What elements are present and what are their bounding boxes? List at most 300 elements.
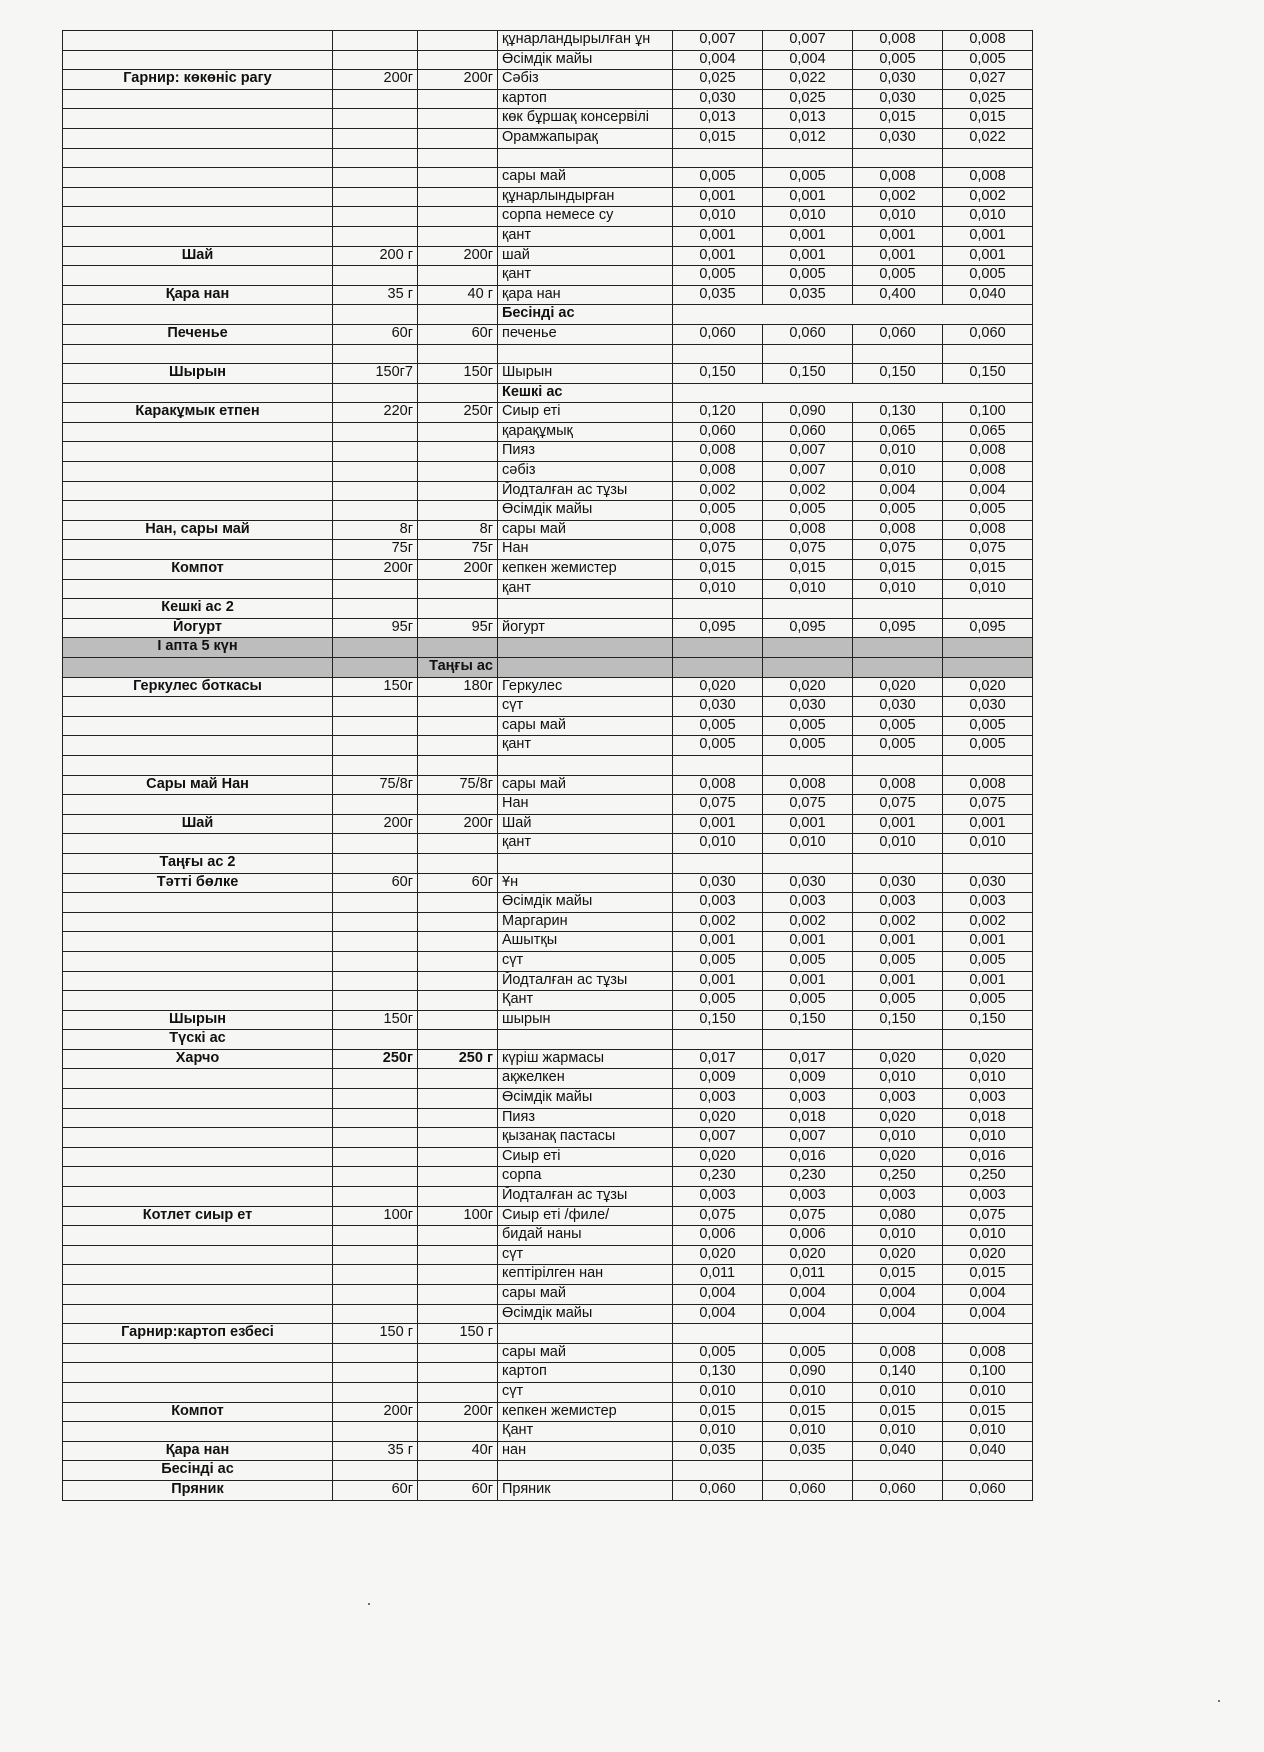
dish-name: [63, 501, 333, 521]
table-row: [63, 187, 1033, 207]
ingredient-amount: 0,010: [763, 579, 853, 599]
ingredient-amount: 0,003: [763, 893, 853, 913]
dish-name: [63, 658, 333, 678]
dish-name: Шырын: [63, 364, 333, 384]
portion-qty-2: [418, 1363, 498, 1383]
ingredient-name: Өсімдік майы: [498, 1089, 673, 1109]
dish-name: [63, 1187, 333, 1207]
table-row: [63, 1363, 1033, 1383]
ingredient-amount: 0,005: [943, 951, 1033, 971]
ingredient-amount: 0,015: [943, 1402, 1033, 1422]
ingredient-amount: 0,060: [673, 422, 763, 442]
portion-qty-2: [418, 1382, 498, 1402]
ingredient-name: Шай: [498, 814, 673, 834]
dish-name: Компот: [63, 1402, 333, 1422]
portion-qty-2: [418, 226, 498, 246]
ingredient-name: Пияз: [498, 442, 673, 462]
ingredient-amount: 0,130: [853, 403, 943, 423]
table-row: [63, 1030, 1033, 1050]
portion-qty-2: [418, 109, 498, 129]
ingredient-name: Ұн: [498, 873, 673, 893]
portion-qty-2: [418, 1226, 498, 1246]
table-row: [63, 853, 1033, 873]
dish-name: [63, 697, 333, 717]
portion-qty-1: 100г: [333, 1206, 418, 1226]
ingredient-amount: [853, 148, 943, 168]
ingredient-amount: [943, 344, 1033, 364]
ingredient-amount: [763, 755, 853, 775]
portion-qty-1: [333, 344, 418, 364]
table-row: [63, 344, 1033, 364]
ingredient-name: Пияз: [498, 1108, 673, 1128]
portion-qty-2: 200г: [418, 560, 498, 580]
portion-qty-1: [333, 1343, 418, 1363]
menu-table-body: [63, 31, 1033, 1501]
table-row: [63, 128, 1033, 148]
ingredient-amount: 0,016: [943, 1147, 1033, 1167]
ingredient-amount: 0,007: [763, 442, 853, 462]
ingredient-name: қара нан: [498, 285, 673, 305]
portion-qty-2: 100г: [418, 1206, 498, 1226]
ingredient-amount: 0,007: [673, 31, 763, 51]
ingredient-amount: 0,005: [853, 736, 943, 756]
ingredient-amount: 0,005: [853, 951, 943, 971]
portion-qty-1: 200г: [333, 1402, 418, 1422]
ingredient-amount: 0,075: [853, 795, 943, 815]
portion-qty-2: [418, 1285, 498, 1305]
ingredient-amount: 0,150: [853, 364, 943, 384]
ingredient-name: [498, 1324, 673, 1344]
table-row: [63, 971, 1033, 991]
ingredient-amount: 0,015: [763, 560, 853, 580]
dish-name: [63, 148, 333, 168]
table-row: [63, 912, 1033, 932]
ingredient-amount: 0,013: [673, 109, 763, 129]
ingredient-amount: 0,095: [673, 618, 763, 638]
ingredient-amount: 0,020: [853, 677, 943, 697]
ingredient-amount: 0,001: [853, 226, 943, 246]
ingredient-amount: [943, 638, 1033, 658]
ingredient-amount: 0,003: [853, 1089, 943, 1109]
portion-qty-2: 250 г: [418, 1049, 498, 1069]
portion-qty-1: [333, 266, 418, 286]
dish-name: Таңғы ас 2: [63, 853, 333, 873]
ingredient-amount: 0,010: [943, 1382, 1033, 1402]
ingredient-amount: 0,008: [673, 442, 763, 462]
ingredient-amount: 0,005: [673, 168, 763, 188]
portion-qty-2: 60г: [418, 1480, 498, 1500]
portion-qty-2: [418, 266, 498, 286]
ingredient-name: картоп: [498, 89, 673, 109]
ingredient-amount: 0,010: [673, 207, 763, 227]
table-row: [63, 893, 1033, 913]
portion-qty-1: 220г: [333, 403, 418, 423]
ingredient-name: қант: [498, 266, 673, 286]
table-row: [63, 1226, 1033, 1246]
ingredient-name: йогурт: [498, 618, 673, 638]
ingredient-amount: 0,001: [853, 814, 943, 834]
ingredient-amount: [673, 148, 763, 168]
ingredient-amount: 0,230: [763, 1167, 853, 1187]
ingredient-amount: 0,020: [943, 677, 1033, 697]
ingredient-name: сары май: [498, 1343, 673, 1363]
table-row: [63, 1187, 1033, 1207]
ingredient-amount: 0,065: [943, 422, 1033, 442]
ingredient-amount: 0,100: [943, 1363, 1033, 1383]
ingredient-amount: 0,011: [763, 1265, 853, 1285]
ingredient-amount: 0,030: [763, 873, 853, 893]
section-row: [63, 383, 1033, 403]
ingredient-amount: 0,003: [673, 1187, 763, 1207]
ingredient-name: сары май: [498, 520, 673, 540]
dish-name: [63, 1167, 333, 1187]
ingredient-amount: 0,040: [943, 285, 1033, 305]
portion-qty-1: 150г: [333, 1010, 418, 1030]
ingredient-amount: 0,008: [673, 520, 763, 540]
portion-qty-2: [418, 1108, 498, 1128]
portion-qty-1: [333, 1030, 418, 1050]
portion-qty-2: [418, 834, 498, 854]
portion-qty-2: [418, 89, 498, 109]
ingredient-name: сүт: [498, 1382, 673, 1402]
table-row: [63, 481, 1033, 501]
ingredient-amount: 0,020: [853, 1147, 943, 1167]
ingredient-amount: 0,016: [763, 1147, 853, 1167]
dish-name: [63, 912, 333, 932]
ingredient-amount: 0,005: [673, 736, 763, 756]
portion-qty-1: [333, 579, 418, 599]
ingredient-name: [498, 755, 673, 775]
ingredient-name: сүт: [498, 951, 673, 971]
dish-name: Харчо: [63, 1049, 333, 1069]
ingredient-amount: 0,015: [673, 1402, 763, 1422]
ingredient-name: Өсімдік майы: [498, 501, 673, 521]
ingredient-amount: 0,030: [853, 697, 943, 717]
ingredient-amount: 0,004: [853, 481, 943, 501]
ingredient-amount: 0,004: [673, 50, 763, 70]
ingredient-amount: [673, 1324, 763, 1344]
table-row: [63, 599, 1033, 619]
ingredient-name: қант: [498, 834, 673, 854]
portion-qty-1: [333, 1069, 418, 1089]
dish-name: Котлет сиыр ет: [63, 1206, 333, 1226]
table-row: [63, 520, 1033, 540]
ingredient-amount: 0,020: [943, 1245, 1033, 1265]
ingredient-amount: [763, 1030, 853, 1050]
portion-qty-1: 35 г: [333, 1441, 418, 1461]
dish-name: Түскі ас: [63, 1030, 333, 1050]
ingredient-amount: 0,025: [943, 89, 1033, 109]
portion-qty-2: [418, 148, 498, 168]
portion-qty-1: [333, 207, 418, 227]
ingredient-name: сүт: [498, 1245, 673, 1265]
ingredient-amount: 0,035: [763, 1441, 853, 1461]
table-row: [63, 775, 1033, 795]
portion-qty-2: 150 г: [418, 1324, 498, 1344]
ingredient-amount: 0,075: [763, 540, 853, 560]
ingredient-amount: 0,005: [943, 716, 1033, 736]
ingredient-amount: 0,008: [763, 520, 853, 540]
ingredient-amount: 0,003: [763, 1089, 853, 1109]
dish-name: [63, 1363, 333, 1383]
portion-qty-1: 200г: [333, 70, 418, 90]
table-row: [63, 873, 1033, 893]
ingredient-amount: 0,230: [673, 1167, 763, 1187]
ingredient-amount: 0,003: [763, 1187, 853, 1207]
ingredient-amount: 0,030: [853, 89, 943, 109]
portion-qty-2: [418, 1010, 498, 1030]
ingredient-amount: 0,075: [673, 1206, 763, 1226]
ingredient-amount: 0,030: [763, 697, 853, 717]
ingredient-amount: 0,008: [943, 1343, 1033, 1363]
ingredient-name: [498, 853, 673, 873]
ingredient-amount: 0,010: [853, 1226, 943, 1246]
ingredient-amount: 0,002: [763, 481, 853, 501]
table-row: [63, 207, 1033, 227]
ingredient-name: кептірілген нан: [498, 1265, 673, 1285]
portion-qty-2: [418, 462, 498, 482]
dish-name: [63, 893, 333, 913]
ingredient-name: Сиыр еті /филе/: [498, 1206, 673, 1226]
ingredient-amount: 0,002: [853, 187, 943, 207]
portion-qty-1: [333, 755, 418, 775]
ingredient-amount: 0,004: [763, 1304, 853, 1324]
ingredient-name: Шырын: [498, 364, 673, 384]
ingredient-amount: 0,090: [763, 403, 853, 423]
ingredient-amount: 0,015: [853, 560, 943, 580]
ingredient-amount: [853, 1030, 943, 1050]
ingredient-amount: 0,015: [763, 1402, 853, 1422]
ingredient-amount: 0,027: [943, 70, 1033, 90]
ingredient-name: Йодталған ас тұзы: [498, 971, 673, 991]
ingredient-amount: 0,030: [853, 873, 943, 893]
ingredient-amount: [943, 1461, 1033, 1481]
portion-qty-2: [418, 481, 498, 501]
section-title: Бесінді ас: [498, 305, 673, 325]
ingredient-amount: 0,001: [763, 226, 853, 246]
ingredient-amount: 0,150: [853, 1010, 943, 1030]
dish-name: Компот: [63, 560, 333, 580]
dish-name: [63, 207, 333, 227]
ingredient-amount: 0,001: [763, 246, 853, 266]
dish-name: [63, 971, 333, 991]
portion-qty-2: [418, 1187, 498, 1207]
ingredient-amount: 0,005: [673, 1343, 763, 1363]
ingredient-name: Пряник: [498, 1480, 673, 1500]
table-row: [63, 1402, 1033, 1422]
table-row: [63, 364, 1033, 384]
qty-cell: [333, 305, 418, 325]
portion-qty-1: 150 г: [333, 1324, 418, 1344]
ingredient-amount: 0,075: [853, 540, 943, 560]
portion-qty-2: [418, 1265, 498, 1285]
ingredient-amount: 0,004: [673, 1304, 763, 1324]
portion-qty-1: [333, 501, 418, 521]
portion-qty-2: [418, 442, 498, 462]
ingredient-amount: [853, 755, 943, 775]
portion-qty-1: 8г: [333, 520, 418, 540]
ingredient-amount: [763, 1324, 853, 1344]
ingredient-amount: 0,004: [943, 1285, 1033, 1305]
ingredient-amount: 0,020: [943, 1049, 1033, 1069]
portion-qty-2: 200г: [418, 1402, 498, 1422]
table-row: [63, 285, 1033, 305]
ingredient-amount: 0,008: [943, 31, 1033, 51]
dish-name: Геркулес боткасы: [63, 677, 333, 697]
ingredient-amount: 0,020: [673, 1108, 763, 1128]
ingredient-name: Өсімдік майы: [498, 1304, 673, 1324]
portion-qty-1: [333, 187, 418, 207]
ingredient-amount: 0,015: [673, 560, 763, 580]
ingredient-name: Нан: [498, 540, 673, 560]
ingredient-name: қарақұмық: [498, 422, 673, 442]
ingredient-amount: 0,001: [673, 971, 763, 991]
table-row: [63, 951, 1033, 971]
ingredient-name: [498, 344, 673, 364]
ingredient-amount: 0,001: [763, 971, 853, 991]
dish-name: Каракұмык етпен: [63, 403, 333, 423]
ingredient-name: картоп: [498, 1363, 673, 1383]
menu-table: [62, 30, 1033, 1501]
table-row: [63, 1265, 1033, 1285]
ingredient-amount: 0,005: [673, 951, 763, 971]
table-row: [63, 501, 1033, 521]
ingredient-name: құнарландырылған ұн: [498, 31, 673, 51]
ingredient-name: нан: [498, 1441, 673, 1461]
table-row: [63, 677, 1033, 697]
portion-qty-1: [333, 1187, 418, 1207]
ingredient-amount: 0,030: [673, 89, 763, 109]
ingredient-amount: 0,250: [853, 1167, 943, 1187]
ingredient-amount: 0,010: [763, 1422, 853, 1442]
menu-sheet: [62, 30, 1032, 1501]
ingredient-amount: [763, 1461, 853, 1481]
ingredient-amount: 0,020: [673, 677, 763, 697]
table-row: [63, 618, 1033, 638]
ingredient-amount: 0,030: [943, 873, 1033, 893]
ingredient-amount: 0,080: [853, 1206, 943, 1226]
ingredient-name: сорпа немесе су: [498, 207, 673, 227]
ingredient-amount: 0,001: [853, 932, 943, 952]
ingredient-amount: 0,120: [673, 403, 763, 423]
ingredient-amount: 0,150: [763, 364, 853, 384]
ingredient-amount: 0,010: [673, 1422, 763, 1442]
dish-name: [63, 932, 333, 952]
ingredient-amount: 0,001: [763, 187, 853, 207]
dish-name: [63, 226, 333, 246]
table-row: [63, 1304, 1033, 1324]
table-row: [63, 266, 1033, 286]
ingredient-name: шырын: [498, 1010, 673, 1030]
ingredient-amount: [943, 658, 1033, 678]
ingredient-name: құнарлындырған: [498, 187, 673, 207]
ingredient-amount: 0,010: [853, 579, 943, 599]
table-row: [63, 755, 1033, 775]
ingredient-name: қант: [498, 736, 673, 756]
ingredient-amount: 0,005: [673, 501, 763, 521]
ingredient-name: сары май: [498, 168, 673, 188]
ingredient-amount: 0,001: [673, 246, 763, 266]
table-row: [63, 579, 1033, 599]
table-row: [63, 109, 1033, 129]
ingredient-name: [498, 638, 673, 658]
portion-qty-2: [418, 50, 498, 70]
ingredient-amount: 0,005: [943, 736, 1033, 756]
portion-qty-2: 75/8г: [418, 775, 498, 795]
table-row: [63, 50, 1033, 70]
ingredient-name: Қант: [498, 991, 673, 1011]
portion-qty-1: 60г: [333, 324, 418, 344]
ingredient-amount: 0,010: [943, 1422, 1033, 1442]
ingredient-amount: 0,003: [943, 893, 1033, 913]
ingredient-amount: 0,075: [763, 795, 853, 815]
ingredient-amount: 0,001: [943, 971, 1033, 991]
ingredient-amount: [943, 853, 1033, 873]
ingredient-amount: 0,005: [673, 991, 763, 1011]
portion-qty-1: [333, 168, 418, 188]
dish-name: [63, 795, 333, 815]
portion-qty-2: [418, 1167, 498, 1187]
ingredient-name: шай: [498, 246, 673, 266]
ingredient-amount: [673, 853, 763, 873]
ingredient-amount: 0,090: [763, 1363, 853, 1383]
portion-qty-1: [333, 50, 418, 70]
ingredient-amount: [763, 599, 853, 619]
ingredient-name: күріш жармасы: [498, 1049, 673, 1069]
portion-qty-2: [418, 1089, 498, 1109]
portion-qty-1: [333, 853, 418, 873]
ingredient-amount: 0,030: [853, 70, 943, 90]
ingredient-name: [498, 1030, 673, 1050]
section-row: [63, 305, 1033, 325]
ingredient-amount: 0,005: [853, 50, 943, 70]
table-row: [63, 814, 1033, 834]
dish-name: [63, 344, 333, 364]
portion-qty-2: [418, 912, 498, 932]
ingredient-amount: [853, 1461, 943, 1481]
ingredient-amount: 0,010: [853, 462, 943, 482]
portion-qty-2: 200г: [418, 70, 498, 90]
portion-qty-2: [418, 1069, 498, 1089]
ingredient-amount: 0,003: [673, 1089, 763, 1109]
portion-qty-1: 60г: [333, 1480, 418, 1500]
table-row: [63, 1422, 1033, 1442]
dish-name: [63, 168, 333, 188]
scan-speck: [1218, 1700, 1220, 1702]
dish-name: [63, 834, 333, 854]
ingredient-amount: 0,008: [763, 775, 853, 795]
dish-name: [63, 1304, 333, 1324]
ingredient-amount: 0,007: [763, 462, 853, 482]
table-row: [63, 70, 1033, 90]
ingredient-amount: 0,030: [853, 128, 943, 148]
ingredient-amount: 0,003: [673, 893, 763, 913]
ingredient-amount: 0,002: [853, 912, 943, 932]
ingredient-amount: 0,009: [673, 1069, 763, 1089]
ingredient-amount: 0,150: [763, 1010, 853, 1030]
ingredient-amount: 0,010: [853, 207, 943, 227]
ingredient-amount: 0,008: [673, 775, 763, 795]
ingredient-amount: 0,001: [673, 932, 763, 952]
table-row: [63, 716, 1033, 736]
portion-qty-1: [333, 1461, 418, 1481]
portion-qty-2: 40г: [418, 1441, 498, 1461]
ingredient-amount: 0,010: [763, 834, 853, 854]
portion-qty-1: [333, 481, 418, 501]
table-row: [63, 1147, 1033, 1167]
ingredient-amount: 0,004: [943, 481, 1033, 501]
table-row: [63, 1461, 1033, 1481]
